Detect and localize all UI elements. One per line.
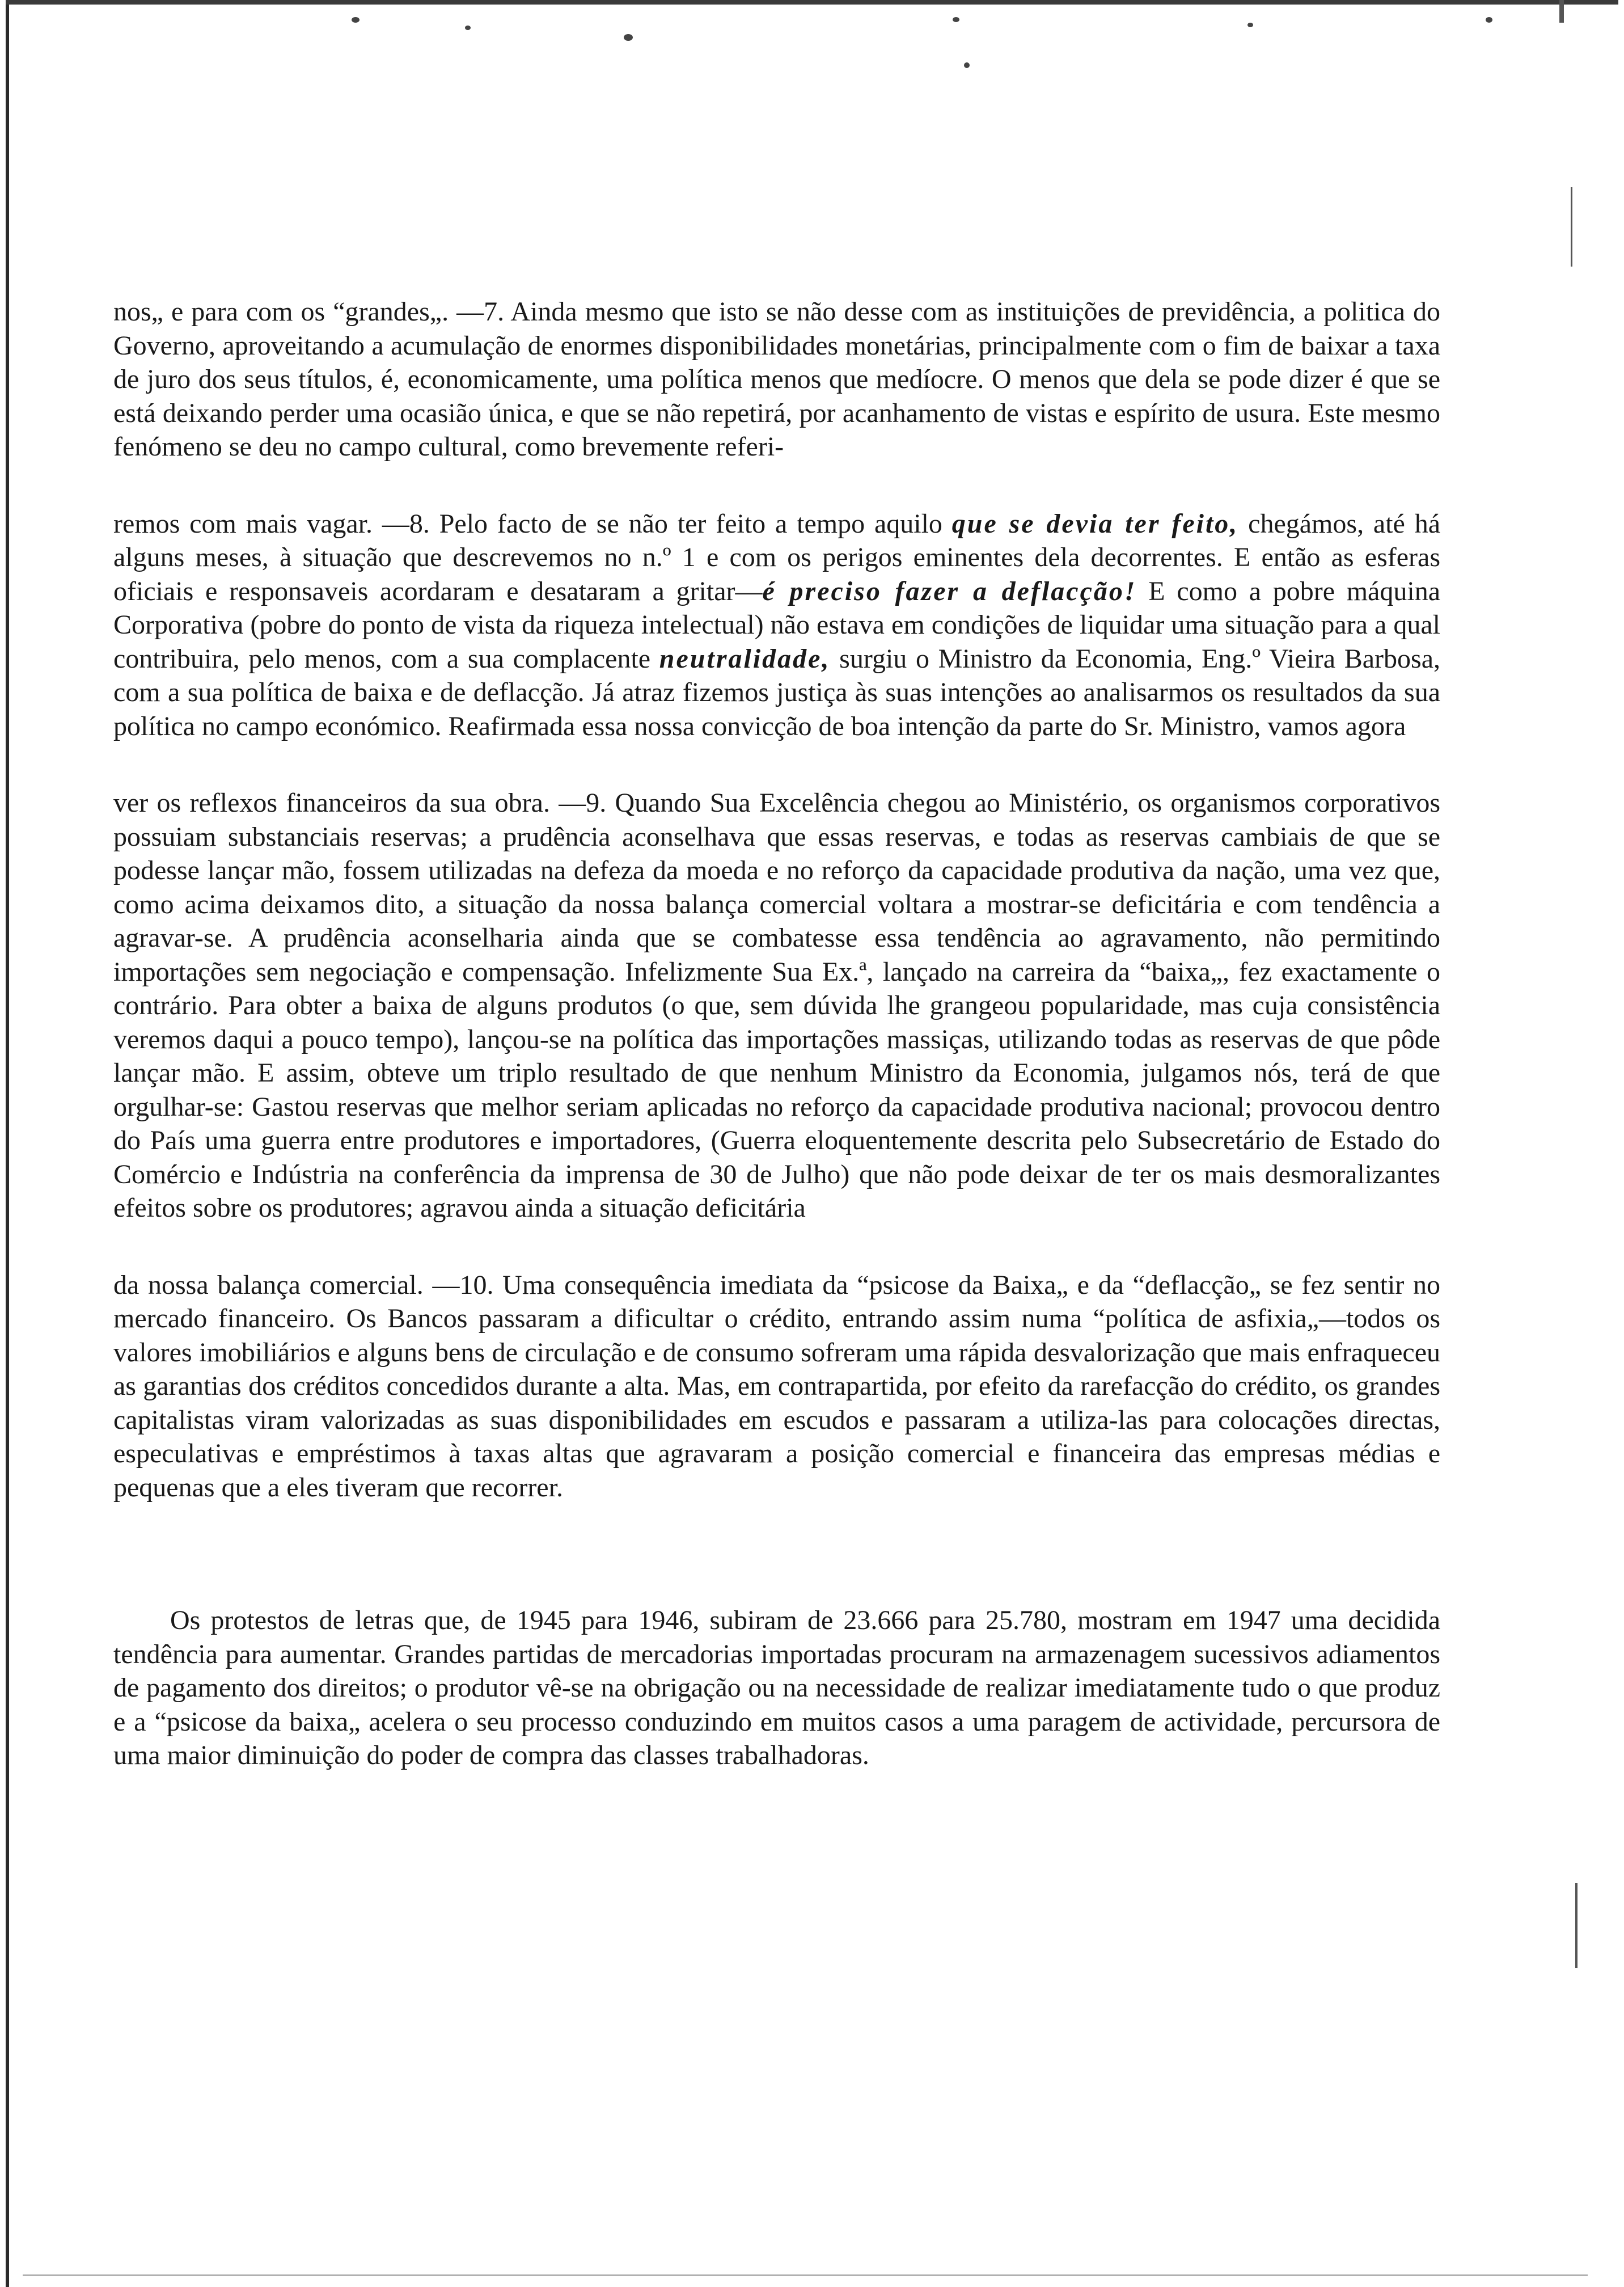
scan-speck <box>964 62 970 68</box>
page-top-edge <box>6 0 1618 5</box>
text-run: remos com mais vagar. —8. Pelo facto de se não ter feito a tempo aquilo <box>113 508 952 539</box>
emphasized-phrase: que se devia ter feito, <box>951 508 1239 539</box>
text-run: nos„ e para com os “grandes„. —7. Ainda mesmo que isto se não desse com as instituições de previdência, a politica do Governo, aproveitando a acumulação de enormes disponibilidades monetárias, principalmente com o fim de baixar a taxa de juro dos seus títulos, é, economicamente, uma política menos que medíocre. O menos que dela se pode dizer é que se está deixando perder uma ocasião única, e que se não repetirá, por acanhamento de vistas e espírito de usura. Este mesmo fenómeno se deu no campo cultural, como brevemente referi- <box>113 297 1440 462</box>
paragraph-p4 <box>113 1268 1440 1505</box>
scan-speck <box>1247 23 1253 27</box>
text-run: E como a pobre máquina Corporativa (pobre do ponto de vista da riqueza intelectual) não estava em condições de liquidar uma situação para a qual contribuira, pelo menos, com a sua complacente <box>113 576 1441 674</box>
scan-speck <box>953 17 959 22</box>
scan-speck <box>1486 17 1492 23</box>
emphasized-phrase: neutralidade, <box>659 643 831 674</box>
text-run: surgiu o Ministro da Economia, Eng.º Vieira Barbosa, com a sua política de baixa e de deflacção. Já atraz fizemos justiça às suas intenções ao analisarmos os resultados da sua política no campo económico. Reafirmada essa nossa convicção de boa intenção da parte do Sr. Ministro, vamos agora <box>113 643 1441 741</box>
scan-edge-mark <box>1575 1883 1578 1968</box>
scan-speck <box>624 34 633 41</box>
page-bottom-rule <box>23 2275 1588 2276</box>
paragraph-p5 <box>113 1604 1440 1773</box>
text-run: da nossa balança comercial. —10. Uma consequência imediata da “psicose da Baixa„ e da “deflacção„ se fez sentir no mercado financeiro. Os Bancos passaram a dificultar o crédito, entrando assim numa “política de asfixia„—todos os valores imobiliários e alguns bens de circulação e de consumo sofreram uma rápida desvalorização que mais enfraqueceu as garantias dos créditos concedidos durante a alta. Mas, em contrapartida, por efeito da rarefacção do crédito, os grandes capitalistas viram valorizadas as suas disponibilidades em escudos e passaram a utiliza-las para colocações directas, especulativas e empréstimos à taxas altas que agravaram a posição comercial e financeira das empresas médias e pequenas que a eles tiveram que recorrer. <box>113 1269 1440 1503</box>
text-run: Os protestos de letras que, de 1945 para 1946, subiram de 23.666 para 25.780, mostram em 1947 uma decidida tendência para aumentar. Grandes partidas de mercadorias importadas procuram na armazenagem sucessivos adiamentos de pagamento dos direitos; o produtor vê-se na obrigação ou na necessidade de realizar imediatamente tudo o que produz e a “psicose da baixa„ acelera o seu processo conduzindo em muitos casos a uma paragem de actividade, percursora de uma maior diminuição do poder de compra das classes trabalhadoras. <box>113 1605 1440 1770</box>
paragraph-p2 <box>113 507 1440 744</box>
text-run: ver os reflexos financeiros da sua obra. —9. Quando Sua Excelência chegou ao Ministério, os organismos corporativos possuiam substanciais reservas; a prudência aconselhava que essas reservas, e todas as reservas cambiais de que se podesse lançar mão, fossem utilizadas na defeza da moeda e no reforço da capacidade produtiva da nação, uma vez que, como acima deixamos dito, a situação da nossa balança comercial voltara a mostrar-se deficitária e com tendência a agravar-se. A prudência aconselharia ainda que se combatesse essa tendência ao agravamento, não permitindo importações sem negociação e compensação. Infelizmente Sua Ex.ª, lançado na carreira da “baixa„, fez exactamente o contrário. Para obter a baixa de alguns produtos (o que, sem dúvida lhe grangeou popularidade, mas cuja consistência veremos daqui a pouco tempo), lançou-se na política das importações massiças, utilizando todas as reservas de que pôde lançar mão. E assim, obteve um triplo resultado de que nenhum Ministro da Economia, julgamos nós, terá de que orgulhar-se: Gastou reservas que melhor seriam aplicadas no reforço da capacidade produtiva nacional; provocou dentro do País uma guerra entre produtores e importadores, (Guerra eloquentemente descrita pelo Subsecretário de Estado do Comércio e Indústria na conferência da imprensa de 30 de Julho) que não pode deixar de ter os mais desmoralizantes efeitos sobre os produtores; agravou ainda a situação deficitária <box>113 788 1440 1223</box>
scan-speck <box>465 26 471 30</box>
paragraph-p3 <box>113 786 1440 1225</box>
scan-edge-mark <box>1559 0 1564 23</box>
document-body <box>113 295 1440 1773</box>
text-run: chegámos, até há alguns meses, à situação que descrevemos no n.º 1 e com os perigos eminentes dela decorrentes. E então as esferas oficiais e responsaveis acordaram e desataram a gritar— <box>113 508 1440 606</box>
paragraph-p1 <box>113 295 1440 464</box>
scan-speck <box>352 17 360 23</box>
scan-edge-mark <box>1571 187 1572 267</box>
page-left-edge <box>6 0 9 2287</box>
emphasized-phrase: é preciso fazer a deflacção! <box>762 576 1137 606</box>
